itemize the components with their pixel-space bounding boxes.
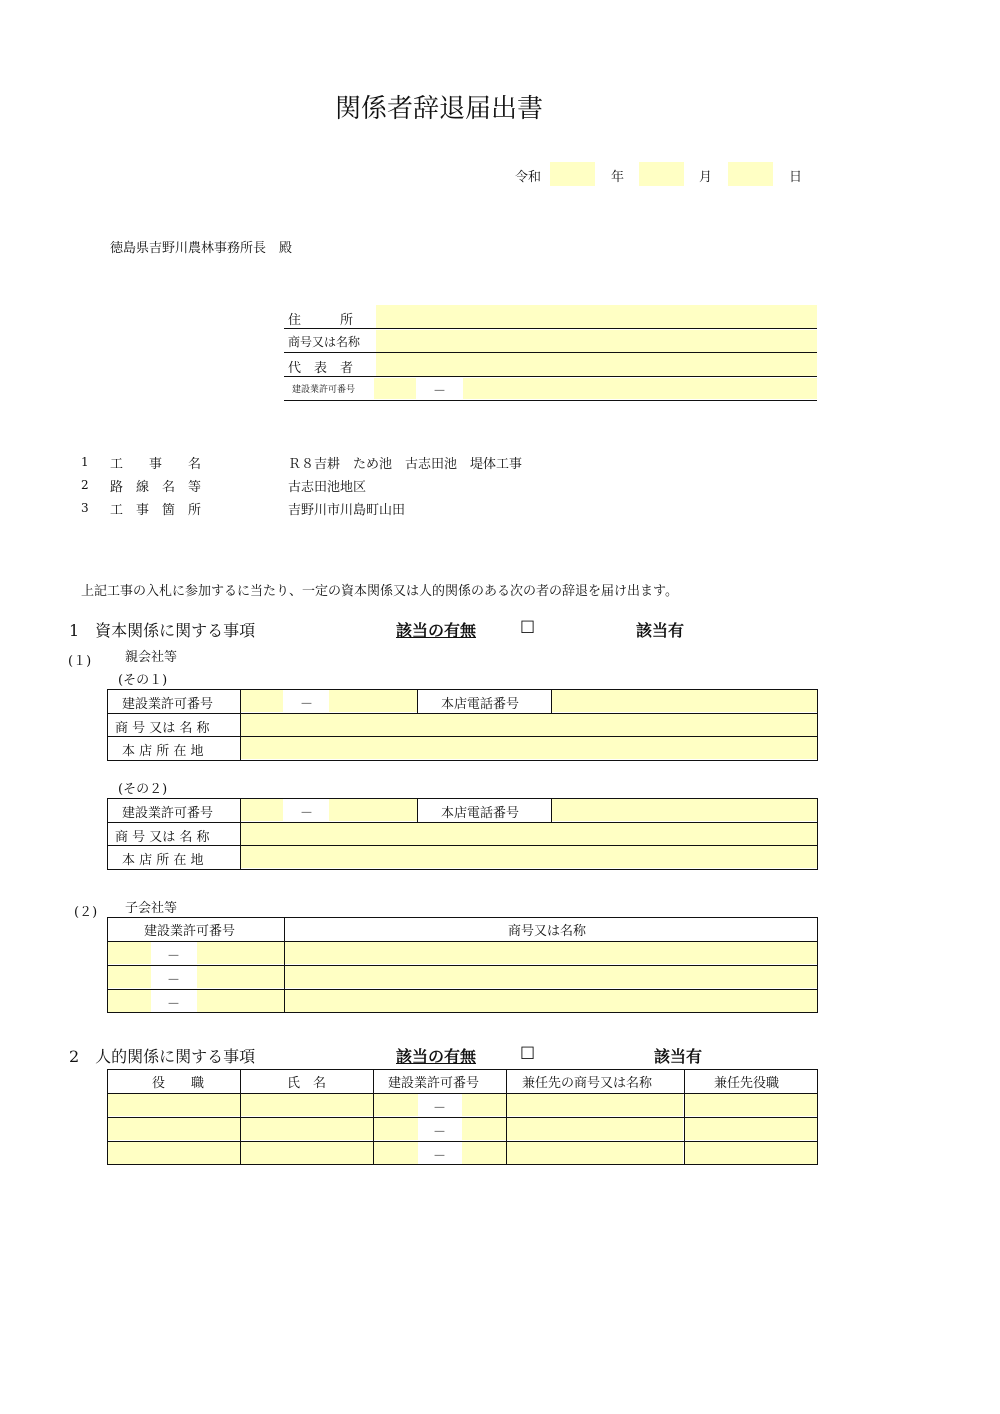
section2-applicable-value: 該当有 (654, 1047, 703, 1066)
subsidiary-dash: － (167, 973, 181, 988)
parent1-license-label: 建設業許可番号 (122, 697, 214, 712)
parent2-license-dash: － (300, 806, 314, 821)
parent2-name-label: 商 号 又は 名 称 (115, 830, 210, 845)
subsidiary-dash: － (167, 997, 181, 1012)
personnel-header-license: 建設業許可番号 (388, 1076, 480, 1091)
license-number-field[interactable] (463, 378, 817, 399)
section1-applicable-value: 該当有 (636, 621, 685, 640)
project-value: 吉野川市川島町山田 (288, 503, 406, 518)
parent2-label: (その２) (118, 782, 168, 797)
address-label: 住 所 (288, 313, 354, 328)
sub1-label: (１) (68, 654, 92, 669)
section2-checkbox[interactable]: □ (520, 1042, 536, 1061)
month-label: 月 (699, 170, 713, 185)
project-label: 工 事 名 (110, 457, 202, 472)
section2-heading: 2 人的関係に関する事項 (69, 1047, 256, 1066)
representative-field[interactable] (376, 353, 817, 376)
project-value: Ｒ８吉耕 ため池 古志田池 堤体工事 (288, 457, 523, 472)
company-name-field[interactable] (376, 330, 817, 352)
sub1-title: 親会社等 (125, 650, 178, 665)
year-field[interactable] (550, 162, 595, 186)
subsidiary-dash: － (167, 949, 181, 964)
page-title: 関係者辞退届出書 (335, 94, 544, 124)
parent1-license-dash: － (300, 697, 314, 712)
address-field[interactable] (376, 305, 817, 328)
section1-heading: 1 資本関係に関する事項 (69, 621, 256, 640)
personnel-header-company: 兼任先の商号又は名称 (522, 1076, 653, 1091)
parent1-label: (その１) (118, 673, 168, 688)
project-value: 古志田池地区 (288, 480, 367, 495)
project-label: 路 線 名 等 (110, 480, 202, 495)
personnel-dash: － (433, 1125, 447, 1140)
subsidiary-header-license: 建設業許可番号 (144, 924, 236, 939)
section2-applicable-label: 該当の有無 (396, 1047, 477, 1066)
personnel-dash: － (433, 1149, 447, 1164)
parent1-phone-label: 本店電話番号 (441, 697, 520, 712)
personnel-header-name: 氏 名 (287, 1076, 327, 1091)
statement: 上記工事の入札に参加するに当たり、一定の資本関係又は人的関係のある次の者の辞退を届け出ます。 (81, 584, 678, 599)
license-label: 建設業許可番号 (292, 385, 356, 395)
parent1-name-label: 商 号 又は 名 称 (115, 721, 210, 736)
subsidiary-header-name: 商号又は名称 (508, 924, 587, 939)
representative-label: 代 表 者 (288, 361, 354, 376)
addressee: 徳島県吉野川農林事務所長 殿 (110, 241, 293, 256)
sub2-label: (２) (74, 905, 98, 920)
section1-applicable-label: 該当の有無 (396, 621, 477, 640)
project-num: 2 (81, 478, 89, 492)
year-label: 年 (611, 170, 625, 185)
project-num: 3 (81, 501, 89, 515)
personnel-dash: － (433, 1101, 447, 1116)
parent1-address-label: 本 店 所 在 地 (122, 744, 204, 759)
company-name-label: 商号又は名称 (288, 335, 361, 349)
era-label: 令和 (515, 170, 542, 185)
parent2-phone-label: 本店電話番号 (441, 806, 520, 821)
month-field[interactable] (639, 162, 684, 186)
day-field[interactable] (728, 162, 773, 186)
parent2-address-label: 本 店 所 在 地 (122, 853, 204, 868)
parent2-license-label: 建設業許可番号 (122, 806, 214, 821)
sub2-title: 子会社等 (125, 901, 178, 916)
day-label: 日 (789, 170, 803, 185)
project-num: 1 (81, 455, 89, 469)
personnel-header-position: 役 職 (152, 1076, 205, 1091)
license-dash: － (433, 384, 447, 399)
license-prefix-field[interactable] (374, 378, 416, 399)
project-label: 工 事 箇 所 (110, 503, 202, 518)
section1-checkbox[interactable]: □ (520, 616, 536, 635)
personnel-header-role: 兼任先役職 (714, 1076, 780, 1091)
